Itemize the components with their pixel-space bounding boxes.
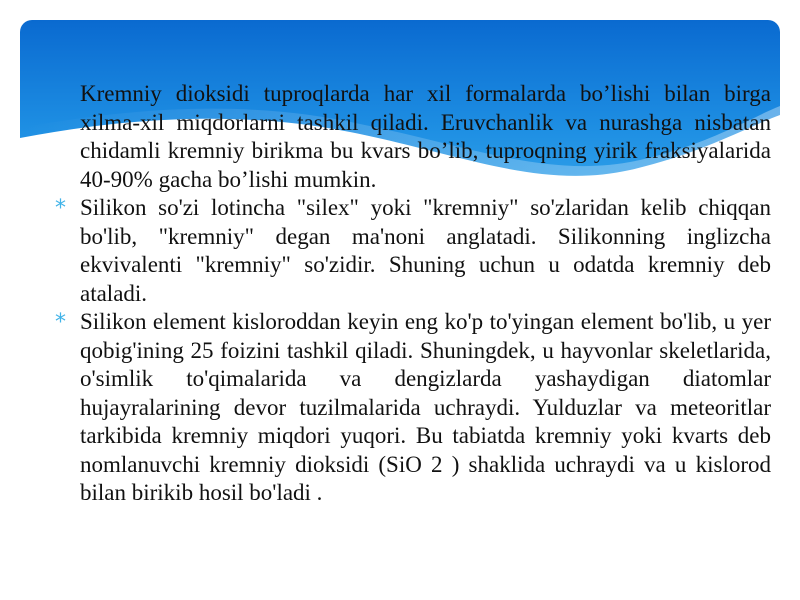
- paragraph-3: [55, 308, 771, 508]
- slide-content: [55, 80, 771, 508]
- paragraph-text: Kremniy dioksidi tuproqlarda har xil formalarda bo’lishi bilan birga xilma-xil miqdorlarni tashkil qiladi. Eruvchanlik va nurashga nisbatan chidamli kremniy birikma bu kvars bo’lib, tuproqning yirik fraksiyalarida 40-90% gacha bo’lishi mumkin.: [80, 81, 771, 192]
- asterisk-bullet-icon: *: [55, 196, 66, 221]
- asterisk-bullet-icon: *: [55, 310, 66, 335]
- paragraph-2: [55, 194, 771, 308]
- paragraph-text: Silikon so'zi lotincha "silex" yoki "kremniy" so'zlaridan kelib chiqqan bo'lib, "kremniy" degan ma'noni anglatadi. Silikonning inglizcha ekvivalenti "kremniy" so'zidir. Shuning uchun u odatda kremniy deb ataladi.: [80, 195, 771, 306]
- paragraph-text: Silikon element kisloroddan keyin eng ko'p to'yingan element bo'lib, u yer qobig'ining 25 foizini tashkil qiladi. Shuningdek, u hayvonlar skeletlarida, o'simlik to'qimalarida va dengizlarda yashaydigan diatomlar hujayralarining devor tuzilmalarida uchraydi. Yulduzlar va meteoritlar tarkibida kremniy miqdori yuqori. Bu tabiatda kremniy yoki kvarts deb nomlanuvchi kremniy dioksidi (SiO 2 ) shaklida uchraydi va u kislorod bilan birikib hosil bo'ladi .: [80, 309, 771, 505]
- paragraph-1: [55, 80, 771, 194]
